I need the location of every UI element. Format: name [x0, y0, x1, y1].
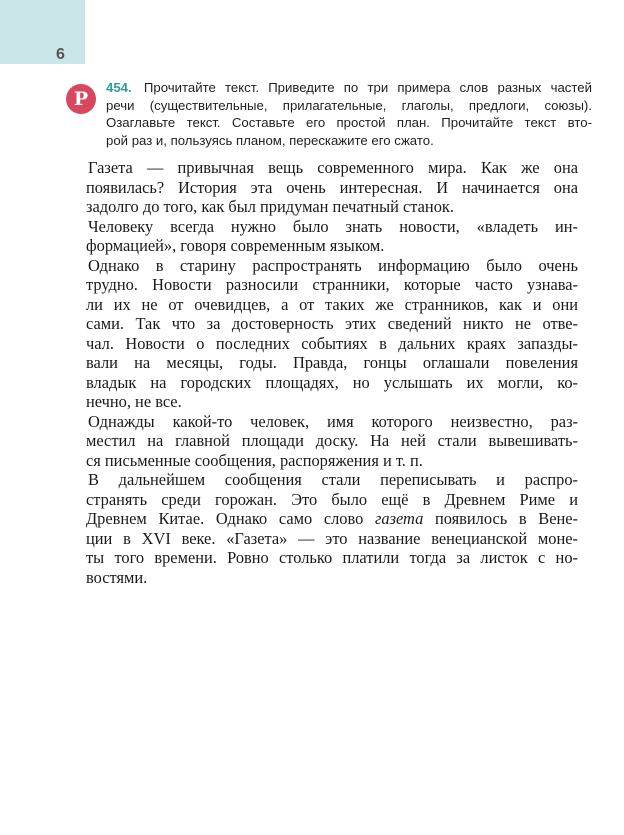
text-line: вали на месяцы, годы. Правда, гонцы оглашали повеления — [86, 353, 578, 372]
italic-word: газета — [375, 509, 424, 528]
paragraph-2 — [86, 217, 578, 256]
text-line: Однажды какой-то человек, имя которого неизвестно, раз- — [88, 411, 578, 431]
task-number: 454. — [106, 80, 132, 95]
task-line: речи (существительные, прилагательные, глаголы, предлоги, союзы). — [106, 97, 592, 113]
text-line: чал. Новости о последних событиях в дальних краях запазды- — [86, 333, 578, 353]
task-line: рой раз и, пользуясь планом, перескажите его сжато. — [106, 132, 434, 148]
text-line: В дальнейшем сообщения стали переписывать и распро- — [88, 470, 578, 489]
text-line: нечно, не все. — [86, 392, 182, 411]
text-line: ции в XVI веке. «Газета» — это название венецианской моне- — [86, 528, 578, 548]
task-line: 454. Прочитайте текст. Приведите по три примера слов разных частей — [106, 80, 592, 95]
text-line: ся письменные сообщения, распоряжения и т. п. — [86, 450, 423, 470]
task-badge-icon: Р — [66, 84, 96, 114]
text-line: Газета — привычная вещь современного мира. Как же она — [88, 158, 578, 177]
text-line: Человеку всегда нужно было знать новости, «владеть ин- — [88, 216, 578, 236]
main-text — [86, 158, 578, 587]
text-line: задолго до того, как был придуман печатный станок. — [86, 197, 454, 216]
text-line: появилась? История эта очень интересная. И начинается она — [86, 177, 578, 197]
text-line: трудно. Новости разносили странники, которые часто узнава- — [86, 275, 578, 294]
text-line: формацией», говоря современным языком. — [86, 236, 385, 255]
paragraph-4 — [86, 412, 578, 471]
text-line: Древнем Китае. Однако само слово газета появилось в Вене- — [86, 509, 578, 528]
page-number: 6 — [56, 46, 65, 63]
page-corner-tab — [0, 0, 85, 64]
text-line: Однако в старину распространять информацию было очень — [88, 255, 578, 275]
text-line: ты того времени. Ровно столько платили тогда за листок с но- — [86, 548, 578, 567]
text-line: странять среди горожан. Это было ещё в Древнем Риме и — [86, 489, 578, 509]
paragraph-3 — [86, 256, 578, 412]
task-line: Озаглавьте текст. Составьте его простой план. Прочитайте текст вто- — [106, 115, 592, 130]
text-line: местил на главной площади доску. На ней стали вывешивать- — [86, 431, 578, 450]
task-instructions — [106, 79, 592, 149]
text-line: владык на городских площадях, но услышать их могли, ко- — [86, 372, 578, 392]
text-line: сами. Так что за достоверность этих сведений никто не отве- — [86, 314, 578, 333]
text-line: востями. — [86, 567, 148, 587]
text-line: ли их не от очевидцев, а от таких же странников, как и они — [86, 294, 578, 314]
paragraph-1 — [86, 158, 578, 217]
paragraph-5 — [86, 470, 578, 587]
task-block — [62, 79, 592, 149]
